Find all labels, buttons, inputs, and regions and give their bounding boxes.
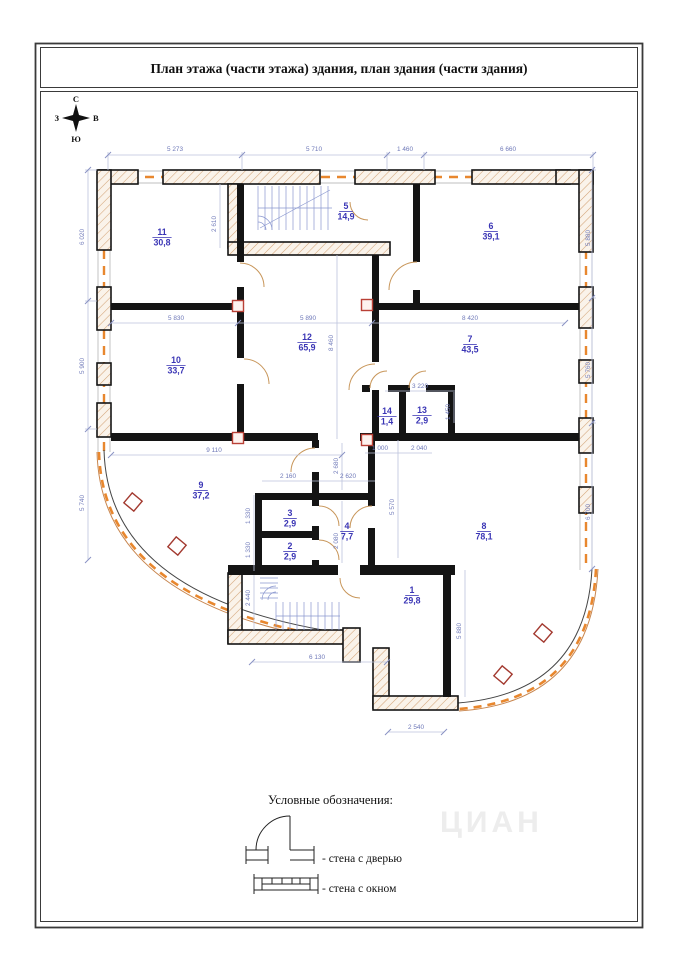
room-label-5 xyxy=(337,201,354,222)
svg-text:65,9: 65,9 xyxy=(298,342,316,353)
dimension-label: 5 740 xyxy=(79,495,86,511)
dimension-label: 5 710 xyxy=(306,146,322,153)
dimension-label: 1 330 xyxy=(245,542,252,558)
svg-text:7: 7 xyxy=(467,334,473,344)
svg-text:1,4: 1,4 xyxy=(380,416,394,427)
room-labels xyxy=(152,201,499,606)
room-label-2 xyxy=(283,541,297,562)
column-markers xyxy=(124,300,552,685)
svg-text:10: 10 xyxy=(171,355,181,365)
dimension-label: 5 570 xyxy=(389,499,396,515)
dimension-label: 2 540 xyxy=(408,724,424,731)
room-label-9 xyxy=(192,480,209,501)
svg-text:43,5: 43,5 xyxy=(461,344,479,355)
svg-text:33,7: 33,7 xyxy=(167,365,185,376)
watermark: ЦИАН xyxy=(440,806,543,839)
window-symbol-icon xyxy=(254,874,318,894)
dimension-label: 5 830 xyxy=(168,315,184,322)
legend-window-label: - стена с окном xyxy=(322,883,397,895)
compass-west-label: З xyxy=(54,113,59,123)
svg-text:9: 9 xyxy=(198,480,204,490)
door-symbol-icon xyxy=(246,816,314,864)
svg-text:3: 3 xyxy=(287,508,293,518)
legend-heading: Условные обозначения: xyxy=(268,793,394,807)
dimension-label: 1 450 xyxy=(445,404,452,420)
room-label-11 xyxy=(152,227,171,248)
compass-north-label: С xyxy=(72,94,80,104)
svg-text:14: 14 xyxy=(382,406,392,416)
dimension-label: 2 040 xyxy=(411,445,427,452)
dimension-label: 5 760 xyxy=(585,362,592,378)
dimension-label: 1 330 xyxy=(245,508,252,524)
room-label-8 xyxy=(475,521,492,542)
room-label-7 xyxy=(461,334,478,355)
compass-east-label: В xyxy=(93,113,99,123)
dimension-label: 8 460 xyxy=(328,335,335,351)
curved-walls xyxy=(97,450,598,711)
dimension-label: 2 160 xyxy=(280,473,296,480)
dimension-label: 5 890 xyxy=(300,315,316,322)
dimension-label: 5 880 xyxy=(585,230,592,246)
dimension-label: 3 220 xyxy=(412,383,428,390)
stairs-lower xyxy=(260,578,340,630)
svg-text:2,9: 2,9 xyxy=(415,415,429,426)
dimension-label: 5 273 xyxy=(167,146,183,153)
svg-text:39,1: 39,1 xyxy=(482,231,500,242)
svg-text:2,9: 2,9 xyxy=(283,518,297,529)
dimension-label: 2 680 xyxy=(333,458,340,474)
room-label-14 xyxy=(377,406,396,427)
room-label-10 xyxy=(166,355,185,376)
svg-text:11: 11 xyxy=(157,227,167,237)
dimension-label: 6 700 xyxy=(585,504,592,520)
dimension-label: 1 000 xyxy=(372,445,388,452)
svg-text:13: 13 xyxy=(417,405,427,415)
svg-text:30,8: 30,8 xyxy=(153,237,171,248)
dimension-label: 9 110 xyxy=(206,447,222,454)
svg-text:29,8: 29,8 xyxy=(403,595,421,606)
compass-star-icon xyxy=(62,104,90,132)
dimension-label: 1 460 xyxy=(397,146,413,153)
room-label-3 xyxy=(283,508,297,529)
svg-text:8: 8 xyxy=(481,521,487,531)
svg-text:12: 12 xyxy=(302,332,312,342)
compass-south-label: Ю xyxy=(71,134,81,144)
room-label-6 xyxy=(482,221,499,242)
dimension-label: 6 020 xyxy=(79,229,86,245)
svg-text:37,2: 37,2 xyxy=(192,490,210,501)
svg-text:6: 6 xyxy=(488,221,494,231)
stairs-upper xyxy=(258,186,332,230)
dimension-label: 8 420 xyxy=(462,315,478,322)
compass-rose xyxy=(55,94,100,144)
svg-text:2: 2 xyxy=(287,541,293,551)
room-label-13 xyxy=(412,405,431,426)
dimension-label: 6 660 xyxy=(500,146,516,153)
svg-text:7,7: 7,7 xyxy=(340,531,354,542)
page-title: План этажа (части этажа) здания, план здания (части здания) xyxy=(150,61,528,76)
dimension-label: 2 440 xyxy=(245,590,252,606)
svg-text:78,1: 78,1 xyxy=(475,531,493,542)
legend xyxy=(246,793,402,895)
svg-text:5: 5 xyxy=(343,201,349,211)
dimension-label: 5 900 xyxy=(79,358,86,374)
dimension-label: 2 610 xyxy=(211,216,218,232)
room-label-1 xyxy=(403,585,420,606)
dimension-label: 6 130 xyxy=(309,654,325,661)
svg-text:2,9: 2,9 xyxy=(283,551,297,562)
interior-walls xyxy=(111,184,579,697)
dimension-label: 5 880 xyxy=(456,623,463,639)
svg-text:14,9: 14,9 xyxy=(337,211,355,222)
legend-door-label: - стена с дверью xyxy=(322,853,402,865)
dimension-label: 2 620 xyxy=(340,473,356,480)
svg-text:1: 1 xyxy=(409,585,415,595)
room-label-12 xyxy=(297,332,316,353)
svg-text:4: 4 xyxy=(344,521,350,531)
dimension-label: 2 080 xyxy=(333,533,340,549)
